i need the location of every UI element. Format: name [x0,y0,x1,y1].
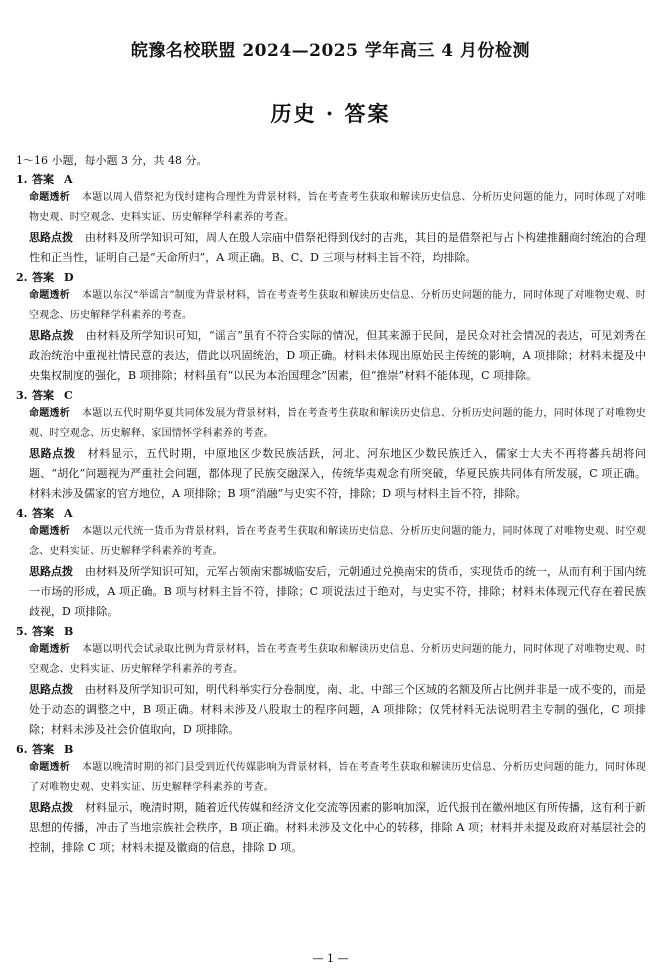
thinking-text: 由材料及所学知识可知，周人在殷人宗庙中借祭祀得到伐纣的吉兆，其目的是借祭祀与占卜构建推翻商纣统治的合理性和正当性，证明自己是“天命所归”，A 项正确。B、C、D 三项与材料主旨不符，均排除。 [29,231,646,264]
analysis-label: 命题透析 [29,526,71,537]
thinking-label: 思路点拨 [29,565,73,578]
analysis-text: 本题以东汉“举谣言”制度为背景材料，旨在考查考生获取和解读历史信息、分析历史问题的能力，同时体现了对唯物史观、时空观念、历史解释学科素养的考查。 [29,290,646,321]
answer-label: 答案 [32,173,54,186]
analysis-label: 命题透析 [29,762,71,773]
analysis-text: 本题以晚清时期的祁门县受到近代传媒影响为背景材料，旨在考查考生获取和解读历史信息、分析历史问题的能力，同时体现了对唯物史观、史料实证、历史解释学科素养的考查。 [29,762,646,793]
answer-letter: A [64,507,73,520]
answer-line [16,742,646,758]
subject-subtitle: 历史 · 答案 [270,101,391,126]
question-block [16,388,646,504]
exam-title: 皖豫名校联盟 2024—2025 学年高三 4 月份检测 [130,41,531,61]
analysis-text: 本题以周人借祭祀为伐纣建构合理性为背景材料，旨在考查考生获取和解读历史信息、分析历史问题的能力，同时体现了对唯物史观、时空观念、史料实证、历史解释学科素养的考查。 [29,192,646,223]
thinking-paragraph [16,228,646,268]
analysis-paragraph [16,188,646,228]
answer-line [16,624,646,640]
section-instructions: 1～16 小题，每小题 3 分，共 48 分。 [16,154,208,167]
question-number: 1. [16,173,28,186]
answer-line [16,270,646,286]
question-number: 3. [16,389,28,402]
answer-label: 答案 [32,271,54,284]
answer-label: 答案 [32,389,54,402]
answer-line [16,388,646,404]
answer-line [16,506,646,522]
answer-letter: A [64,173,73,186]
answer-letter: B [64,743,74,756]
question-block [16,624,646,740]
question-number: 6. [16,743,28,756]
thinking-paragraph [16,562,646,622]
thinking-paragraph [16,326,646,386]
question-number: 5. [16,625,28,638]
questions-list [16,170,646,858]
answer-line [16,172,646,188]
analysis-label: 命题透析 [29,192,71,203]
analysis-label: 命题透析 [29,644,71,655]
answer-letter: C [64,389,73,402]
answer-letter: B [64,625,74,638]
thinking-label: 思路点拨 [29,231,73,244]
thinking-label: 思路点拨 [29,329,74,342]
thinking-text: 材料显示，晚清时期，随着近代传媒和经济文化交流等因素的影响加深，近代报刊在徽州地区有所传播，这有利于新思想的传播，冲击了当地宗族社会秩序，B 项正确。材料未涉及文化中心的转移，排除 A 项；材料并未提及政府对基层社会的控制，排除 C 项；材料未提及徽商的信息，排除 D 项。 [29,801,646,854]
page-number: — 1 — [312,952,349,965]
question-block [16,506,646,622]
thinking-text: 由材料及所学知识可知，元军占领南宋都城临安后，元朝通过兑换南宋的货币，实现货币的统一，从而有利于国内统一市场的形成，A 项正确。B 项与材料主旨不符，排除；C 项说法过于绝对，与史实不符，排除；材料未体现元代存在着民族歧视，D 项排除。 [29,565,646,618]
analysis-text: 本题以五代时期华夏共同体发展为背景材料，旨在考查考生获取和解读历史信息、分析历史问题的能力，同时体现了对唯物史观、时空观念、历史解释、家国情怀学科素养的考查。 [29,408,646,439]
analysis-label: 命题透析 [29,408,71,419]
analysis-text: 本题以明代会试录取比例为背景材料，旨在考查考生获取和解读历史信息、分析历史问题的能力，同时体现了对唯物史观、时空观念、史料实证、历史解释学科素养的考查。 [29,644,646,675]
answer-letter: D [64,271,74,284]
question-block [16,172,646,268]
thinking-text: 由材料及所学知识可知，明代科举实行分卷制度，南、北、中部三个区域的名额及所占比例并非是一成不变的，而是处于动态的调整之中，B 项正确。材料未涉及八股取士的程序问题，A 项排除；仅凭材料无法说明君主专制的强化，C 项排除；材料未涉及社会价值取向，D 项排除。 [29,683,646,736]
question-number: 2. [16,271,28,284]
analysis-paragraph [16,758,646,798]
thinking-paragraph [16,680,646,740]
analysis-paragraph [16,522,646,562]
question-block [16,742,646,858]
question-block [16,270,646,386]
answer-label: 答案 [32,507,54,520]
thinking-paragraph [16,798,646,858]
question-number: 4. [16,507,28,520]
answer-label: 答案 [32,625,54,638]
thinking-label: 思路点拨 [29,447,76,460]
analysis-paragraph [16,640,646,680]
analysis-paragraph [16,404,646,444]
analysis-paragraph [16,286,646,326]
answer-label: 答案 [32,743,54,756]
thinking-label: 思路点拨 [29,683,73,696]
thinking-text: 由材料及所学知识可知，“谣言”虽有不符合实际的情况，但其来源于民间，是民众对社会情况的表达，可见刘秀在政治统治中重视社情民意的表达，借此以巩固统治，D 项正确。材料未体现出原始民主传统的影响，A 项排除；材料未提及中央集权制度的强化，B 项排除；材料虽有“以民为本治国理念”因素，但“推崇”材料不能体现，C 项排除。 [29,329,646,382]
analysis-text: 本题以元代统一货币为背景材料，旨在考查考生获取和解读历史信息、分析历史问题的能力，同时体现了对唯物史观、时空观念、史料实证、历史解释学科素养的考查。 [29,526,646,557]
thinking-label: 思路点拨 [29,801,73,814]
thinking-paragraph [16,444,646,504]
thinking-text: 材料显示，五代时期，中原地区少数民族活跃，河北、河东地区少数民族迁入，儒家士大夫不再将蕃兵胡将问题、“胡化”问题视为严重社会问题，都体现了民族交融深入，传统华夷观念有所突破，华夏民族共同体有所发展，C 项正确。材料未涉及儒家的官方地位，A 项排除；B 项“消融”与史实不符，排除；D 项与材料主旨不符，排除。 [29,447,647,500]
analysis-label: 命题透析 [29,290,70,301]
